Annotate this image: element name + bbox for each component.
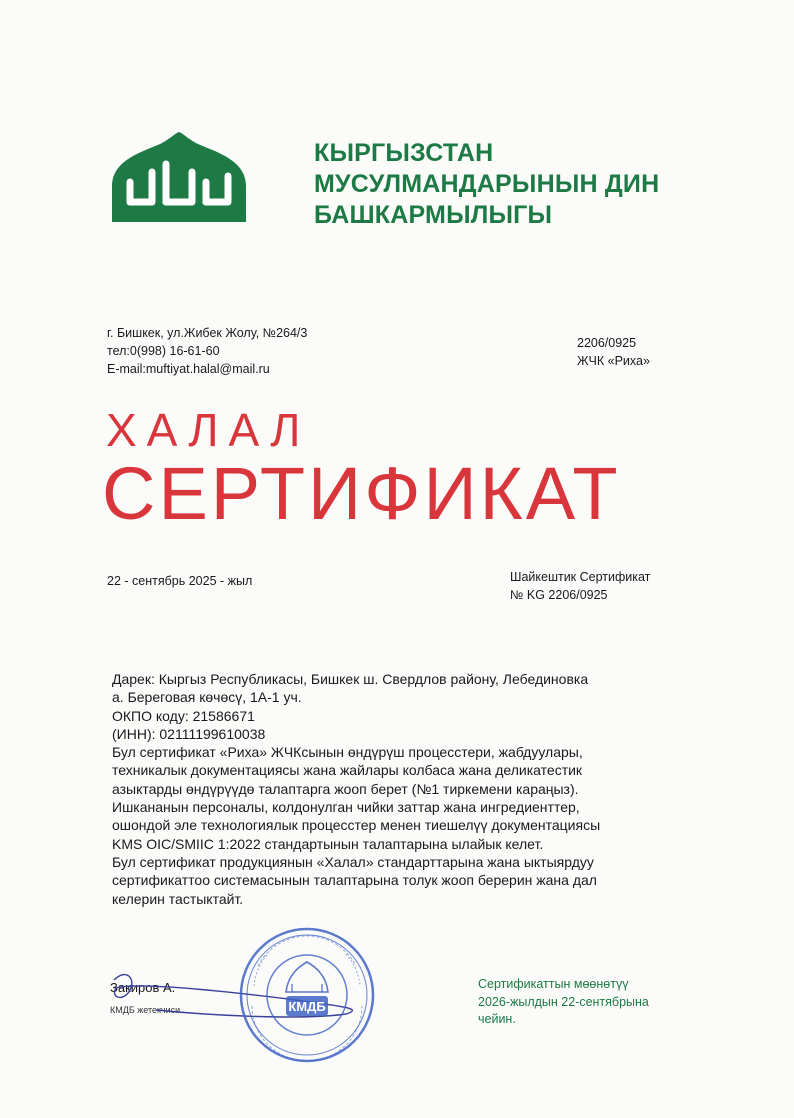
validity-line1: Сертификаттын мөөнөтүү bbox=[478, 977, 629, 991]
certificate-number-block bbox=[510, 568, 650, 604]
org-name-line2: МУСУЛМАНДАРЫНЫН ДИН bbox=[314, 170, 660, 198]
contact-block bbox=[107, 324, 307, 378]
title-halal: ХАЛАЛ bbox=[106, 404, 311, 456]
reference-number: 2206/0925 bbox=[577, 336, 637, 350]
body-line: Бул сертификат «Риха» ЖЧКсынын өндүрүш процесстери, жабдуулары, bbox=[112, 744, 583, 761]
contact-phone: тел:0(998) 16-61-60 bbox=[107, 344, 220, 358]
validity-block bbox=[478, 976, 649, 1029]
body-line: сертификаттоо системасынын талаптарына толук жооп берерин жана дал bbox=[112, 872, 597, 889]
title-certificate: СЕРТИФИКАТ bbox=[102, 452, 621, 535]
body-line: азыктарды өндүрүүдө талаптарга жооп берет (№1 тиркемени караңыз). bbox=[112, 780, 579, 797]
stamp-center-text: КМДБ bbox=[288, 999, 326, 1014]
certificate-body bbox=[112, 670, 672, 908]
body-line: (ИНН): 02111199610038 bbox=[112, 725, 266, 742]
reference-block bbox=[577, 334, 650, 370]
validity-line3: чейин. bbox=[478, 1012, 516, 1026]
signer-role: КМДБ жетекчиси bbox=[110, 1005, 181, 1015]
body-line: Дарек: Кыргыз Республикасы, Бишкек ш. Свердлов району, Лебединовка bbox=[112, 671, 589, 687]
body-line: келерин тастыктайт. bbox=[112, 890, 244, 907]
body-line: а. Береговая көчөсү, 1А-1 уч. bbox=[112, 689, 302, 706]
body-line: Ишкананын персоналы, колдонулган чийки заттар жана ингредиенттер, bbox=[112, 799, 580, 816]
certificate-label: Шайкештик Сертификат bbox=[510, 570, 651, 584]
org-name-line1: КЫРГЫЗСТАН bbox=[314, 139, 494, 167]
contact-email: E-mail:muftiyat.halal@mail.ru bbox=[107, 362, 270, 376]
signer-name: Закиров А. bbox=[110, 980, 176, 995]
validity-line2: 2026-жылдын 22-сентябрына bbox=[478, 994, 649, 1009]
contact-address: г. Бишкек, ул.Жибек Жолу, №264/3 bbox=[107, 326, 308, 340]
halal-logo-icon bbox=[108, 130, 250, 224]
org-name-line3: БАШКАРМЫЛЫГЫ bbox=[314, 201, 553, 229]
organization-name bbox=[314, 138, 659, 231]
reference-company: ЖЧК «Риха» bbox=[577, 354, 650, 368]
body-line: Бул сертификат продукциянын «Халал» стандарттарына жана ыктыярдуу bbox=[112, 853, 594, 870]
body-line: KMS OIC/SMIIC 1:2022 стандартынын талаптарына ылайык келет. bbox=[112, 835, 544, 852]
official-stamp-icon bbox=[238, 926, 376, 1064]
body-line: ошондой эле технологиялык процесстер менен тиешелүү документациясы bbox=[112, 817, 601, 834]
body-line: техникалык документациясы жана жайлары колбаса жана деликатестик bbox=[112, 762, 583, 779]
certificate-number: № KG 2206/0925 bbox=[510, 588, 608, 602]
issue-date: 22 - сентябрь 2025 - жыл bbox=[107, 574, 253, 588]
body-line: ОКПО коду: 21586671 bbox=[112, 707, 255, 724]
